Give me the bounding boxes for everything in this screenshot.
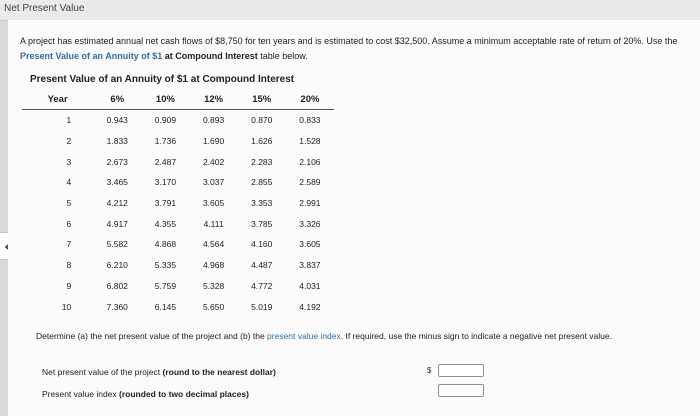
header-20: 20%	[286, 89, 334, 110]
cell: 3.605	[202, 198, 225, 209]
cell: 3.837	[299, 260, 321, 271]
header-15: 15%	[238, 89, 286, 110]
problem-statement	[20, 34, 696, 64]
problem-text-1: A project has estimated annual net cash flows of $8,750 for ten years and is estimated to cost $32,500. Assume a minimum acceptable rate of return of 20%. Use the	[20, 36, 678, 46]
problem-text-3: table below.	[257, 51, 308, 61]
header-12: 12%	[190, 89, 238, 110]
cell-year: 5	[66, 198, 72, 209]
cell-year: 7	[66, 239, 72, 250]
cell: 5.582	[106, 239, 128, 250]
cell: 1.690	[202, 136, 225, 147]
instructions	[36, 330, 686, 343]
cell: 3.037	[202, 177, 225, 188]
npv-note: (round to the nearest dollar)	[162, 367, 276, 377]
cell-year: 6	[66, 218, 72, 229]
table-row	[22, 110, 334, 131]
cell: 4.868	[154, 239, 177, 250]
cell-year: 8	[66, 260, 72, 271]
table-row	[22, 255, 334, 276]
table-row	[22, 276, 334, 297]
header-6: 6%	[93, 89, 141, 110]
cell: 3.353	[251, 198, 273, 209]
cell: 3.785	[251, 218, 273, 229]
cell: 4.968	[202, 260, 225, 271]
cell: 6.145	[154, 301, 177, 312]
cell: 0.833	[299, 115, 321, 126]
cell-year: 9	[66, 280, 72, 291]
cell-year: 4	[66, 177, 72, 188]
cell: 3.326	[299, 218, 321, 229]
table-row	[22, 234, 334, 255]
cell-year: 3	[66, 156, 72, 167]
cell-year: 1	[66, 115, 72, 126]
annuity-table	[22, 89, 334, 317]
cell: 0.943	[106, 115, 128, 126]
cell: 5.335	[154, 260, 177, 271]
cell: 5.328	[202, 280, 225, 291]
table-row	[22, 131, 334, 152]
header-year: Year	[22, 89, 93, 110]
cell: 4.212	[106, 198, 128, 209]
cell: 2.991	[299, 198, 321, 209]
cell: 6.802	[106, 280, 128, 291]
npv-question	[42, 367, 276, 377]
cell: 4.487	[251, 260, 273, 271]
page-title: Net Present Value	[4, 3, 85, 14]
currency-symbol: $	[427, 366, 432, 375]
cell: 2.487	[154, 156, 177, 167]
table-row	[22, 193, 334, 214]
cell: 4.917	[106, 218, 128, 229]
instructions-text-1: Determine (a) the net present value of the project and (b) the	[36, 331, 268, 341]
pvi-label: Present value index	[42, 389, 120, 399]
npv-input[interactable]	[438, 364, 484, 377]
npv-label: Net present value of the project	[42, 367, 163, 377]
cell: 3.605	[299, 239, 321, 250]
cell: 2.673	[106, 156, 128, 167]
cell: 4.772	[251, 280, 273, 291]
cell: 4.192	[299, 301, 321, 312]
cell: 0.909	[154, 115, 177, 126]
cell: 5.759	[154, 280, 177, 291]
cell: 2.283	[251, 156, 273, 167]
annuity-table-link[interactable]: Present Value of an Annuity of $1	[20, 51, 163, 61]
question-panel	[8, 20, 700, 416]
cell: 4.160	[251, 239, 273, 250]
cell: 3.465	[106, 177, 128, 188]
cell: 1.626	[251, 136, 273, 147]
cell-year: 10	[61, 301, 72, 312]
table-row	[22, 172, 334, 193]
problem-text-2: at Compound Interest	[162, 51, 258, 61]
cell: 6.210	[106, 260, 128, 271]
table-row	[22, 151, 334, 172]
cell: 2.589	[299, 177, 321, 188]
cell: 7.360	[106, 301, 128, 312]
cell: 0.893	[202, 115, 225, 126]
pvi-question	[42, 389, 249, 399]
table-header-row	[22, 89, 334, 110]
cell: 5.650	[202, 301, 225, 312]
table-row	[22, 213, 334, 234]
table-title: Present Value of an Annuity of $1 at Compound Interest	[30, 74, 295, 85]
pvi-input[interactable]	[438, 384, 484, 397]
window-header	[0, 0, 700, 21]
pvi-note: (rounded to two decimal places)	[119, 389, 249, 399]
cell: 3.791	[154, 198, 177, 209]
present-value-index-link[interactable]: present value index	[267, 331, 341, 341]
cell-year: 2	[66, 136, 72, 147]
cell: 5.019	[251, 301, 273, 312]
cell: 1.833	[106, 136, 128, 147]
cell: 4.111	[203, 218, 224, 229]
cell: 1.736	[154, 136, 177, 147]
cell: 1.528	[299, 136, 321, 147]
cell: 2.855	[251, 177, 273, 188]
cell: 0.870	[251, 115, 273, 126]
cell: 4.564	[202, 239, 225, 250]
cell: 3.170	[154, 177, 177, 188]
cell: 4.355	[154, 218, 177, 229]
header-10: 10%	[141, 89, 189, 110]
cell: 4.031	[299, 280, 321, 291]
instructions-text-2: . If required, use the minus sign to indicate a negative net present value.	[340, 331, 612, 341]
cell: 2.402	[202, 156, 225, 167]
table-row	[22, 296, 334, 317]
cell: 2.106	[299, 156, 321, 167]
